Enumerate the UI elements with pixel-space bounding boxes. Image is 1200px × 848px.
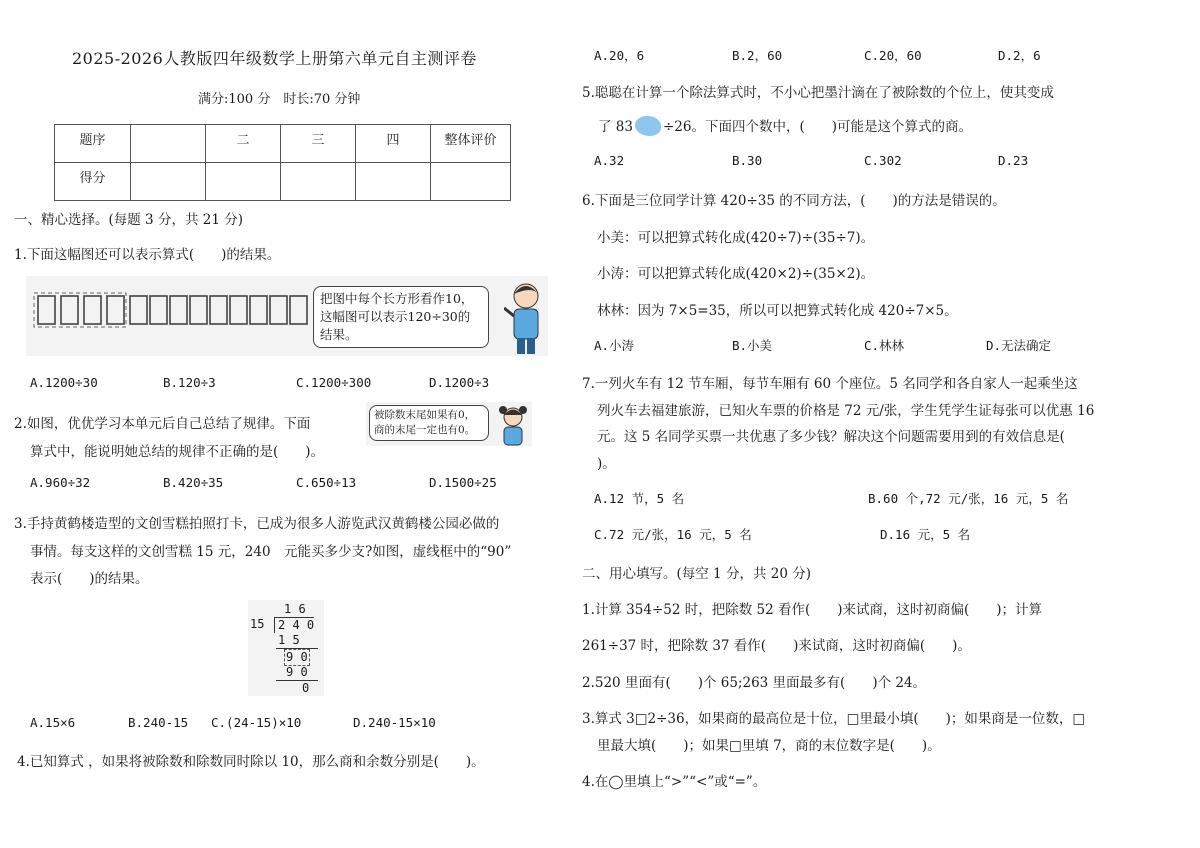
q4-option-a[interactable]: A.20，6	[594, 48, 645, 63]
q1-speech-bubble: 把图中每个长方形看作10，这幅图可以表示120÷30的结果。	[313, 286, 489, 348]
ink-blot-icon	[635, 116, 661, 136]
division-step-2-dashed: 9 0	[286, 650, 308, 664]
q3-line-2: 事情。每支这样的文创雪糕 15 元，240 元能买多少支?如图，虚线框中的“90”	[30, 544, 512, 560]
score-cell: 得分	[55, 163, 131, 201]
q7-line-2: 列火车去福建旅游，已知火车票的价格是 72 元/张，学生凭学生证每张可以优惠 16	[597, 403, 1095, 419]
exam-meta: 满分:100 分 时长:70 分钟	[198, 92, 361, 107]
q6-option-c[interactable]: C.林林	[864, 338, 905, 353]
q1-figure	[26, 276, 548, 356]
q1-option-c[interactable]: C.1200÷300	[296, 375, 372, 390]
girl-illustration	[496, 404, 530, 446]
q7-option-a[interactable]: A.12 节，5 名	[594, 491, 685, 506]
q3-line-1: 3.手持黄鹤楼造型的文创雪糕拍照打卡，已成为很多人游览武汉黄鹤楼公园必做的	[14, 516, 500, 532]
q2-option-d[interactable]: D.1500÷25	[429, 475, 497, 490]
q6-method-3: 林林：因为 7×5=35，所以可以把算式转化成 420÷7×5。	[597, 303, 958, 319]
q4-option-b[interactable]: B.2，60	[732, 48, 783, 63]
q3-option-d[interactable]: D.240-15×10	[353, 715, 436, 730]
q5-option-a[interactable]: A.32	[594, 153, 625, 168]
q3-option-c[interactable]: C.(24-15)×10	[211, 715, 302, 730]
q7-line-1: 7.一列火车有 12 节车厢，每节车厢有 60 个座位。5 名同学和各自家人一起乘坐这	[582, 376, 1078, 392]
score-table	[54, 124, 511, 201]
f2-text: 2.520 里面有( )个 65;263 里面最多有( )个 24。	[582, 675, 927, 691]
score-cell: 四	[356, 125, 431, 163]
q4-option-d[interactable]: D.2，6	[998, 48, 1041, 63]
q1-text: 1.下面这幅图还可以表示算式( )的结果。	[14, 247, 281, 263]
q6-option-d[interactable]: D.无法确定	[986, 338, 1052, 353]
q5-line-1: 5.聪聪在计算一个除法算式时，不小心把墨汁滴在了被除数的个位上，使其变成	[582, 85, 1054, 101]
q6-text: 6.下面是三位同学计算 420÷35 的不同方法，( )的方法是错误的。	[582, 193, 1006, 209]
score-input[interactable]	[206, 163, 281, 201]
score-cell: 整体评价	[431, 125, 511, 163]
q3-option-a[interactable]: A.15×6	[30, 715, 76, 730]
q5-option-c[interactable]: C.302	[864, 153, 902, 168]
q2-speech-bubble: 被除数末尾如果有0，商的末尾一定也有0。	[369, 405, 489, 441]
q1-option-d[interactable]: D.1200÷3	[429, 375, 490, 390]
q2-option-c[interactable]: C.650÷13	[296, 475, 357, 490]
division-step-1: 1 5	[278, 633, 300, 647]
score-input[interactable]	[431, 163, 511, 201]
division-step-3: 9 0	[286, 665, 308, 679]
f3-line-1: 3.算式 3□2÷36，如果商的最高位是十位，□里最小填( )；如果商是一位数，□	[582, 711, 1086, 727]
q6-method-2: 小涛：可以把算式转化成(420×2)÷(35×2)。	[597, 266, 875, 282]
q7-option-b[interactable]: B.60 个,72 元/张，16 元，5 名	[868, 491, 1069, 506]
q7-line-4: )。	[597, 456, 616, 472]
division-dividend: 2 4 0	[274, 617, 314, 633]
q1-option-b[interactable]: B.120÷3	[163, 375, 216, 390]
q5-option-d[interactable]: D.23	[998, 153, 1029, 168]
score-row-header	[55, 125, 511, 163]
f3-line-2: 里最大填( )；如果□里填 7，商的末位数字是( )。	[597, 738, 941, 754]
q2-option-a[interactable]: A.960÷32	[30, 475, 91, 490]
score-cell: 三	[281, 125, 356, 163]
q4-text: 4.已知算式 ，如果将被除数和除数同时除以 10，那么商和余数分别是( )。	[17, 754, 485, 770]
q2-option-b[interactable]: B.420÷35	[163, 475, 224, 490]
q4-option-c[interactable]: C.20，60	[864, 48, 922, 63]
score-input[interactable]	[281, 163, 356, 201]
q2-line-1: 2.如图，优优学习本单元后自己总结了规律。下面	[14, 416, 311, 432]
q6-method-1: 小美：可以把算式转化成(420÷7)÷(35÷7)。	[597, 230, 875, 246]
division-remainder: 0	[302, 681, 310, 695]
section-1-heading: 一、精心选择。(每题 3 分，共 21 分)	[14, 212, 243, 228]
score-cell: 二	[206, 125, 281, 163]
q3-option-b[interactable]: B.240-15	[128, 715, 189, 730]
q2-line-2: 算式中，能说明她总结的规律不正确的是( )。	[30, 444, 325, 460]
score-input[interactable]	[356, 163, 431, 201]
f1-line-2: 261÷37 时，把除数 37 看作( )来试商，这时初商偏( )。	[582, 638, 971, 654]
section-2-heading: 二、用心填写。(每空 1 分，共 20 分)	[582, 566, 811, 582]
q3-line-3: 表示( )的结果。	[30, 571, 149, 587]
page-title: 2025-2026人教版四年级数学上册第六单元自主测评卷	[72, 49, 477, 68]
q3-long-division	[248, 600, 324, 696]
division-divisor: 15	[250, 617, 265, 631]
score-cell	[131, 125, 206, 163]
f1-line-1: 1.计算 354÷52 时，把除数 52 看作( )来试商，这时初商偏( )；计算	[582, 602, 1043, 618]
score-row-points	[55, 163, 511, 201]
q6-option-b[interactable]: B.小美	[732, 338, 773, 353]
boy-illustration	[504, 278, 548, 356]
f4-text: 4.在◯里填上“>”“<”或“=”。	[582, 774, 767, 790]
rectangles-figure	[26, 276, 316, 356]
q5-line-2-a: 了 83	[598, 119, 633, 135]
score-input[interactable]	[131, 163, 206, 201]
q1-option-a[interactable]: A.1200÷30	[30, 375, 98, 390]
q5-option-b[interactable]: B.30	[732, 153, 763, 168]
q7-option-c[interactable]: C.72 元/张，16 元，5 名	[594, 527, 752, 542]
q5-line-2	[598, 115, 972, 136]
q2-figure	[366, 402, 532, 446]
score-cell: 题序	[55, 125, 131, 163]
q7-line-3: 元。这 5 名同学买票一共优惠了多少钱？解决这个问题需要用到的有效信息是(	[597, 429, 1065, 445]
q5-line-2-b: ÷26。下面四个数中，( )可能是这个算式的商。	[662, 119, 973, 135]
division-quotient: 1 6	[284, 602, 306, 616]
q7-option-d[interactable]: D.16 元，5 名	[880, 527, 971, 542]
q6-option-a[interactable]: A.小涛	[594, 338, 635, 353]
